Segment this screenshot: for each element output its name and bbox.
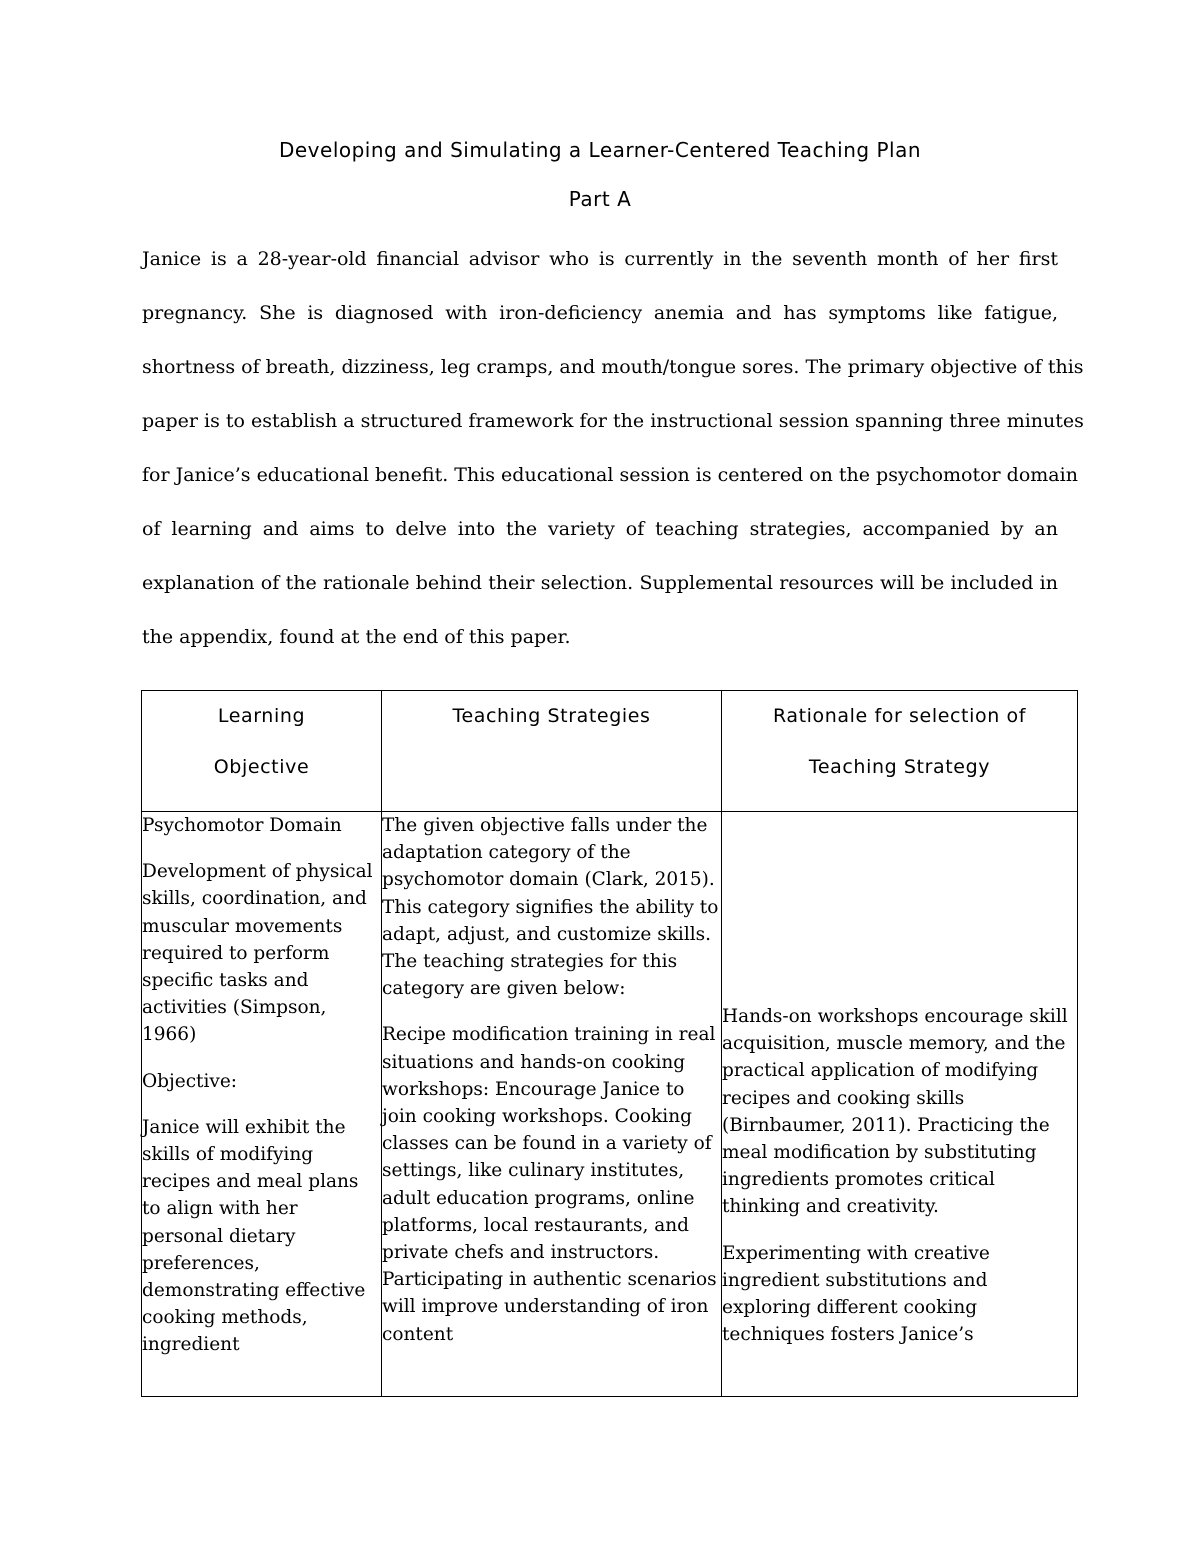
- document-title: Developing and Simulating a Learner-Centered Teaching Plan: [278, 138, 922, 162]
- intro-line: Janice is a 28-year-old financial advisor who is currently in the seventh month of her first: [142, 248, 1058, 270]
- strategies-detail: Recipe modification training in real situations and hands-on cooking workshops: Encourage Janice to join cooking workshops. Cooking classes can be found in a variety of settings, like culinary institutes, adult education programs, online platforms, local restaurants, and private chefs and instructors. Participating in authentic scenarios will improve understanding of iron content: [382, 1024, 717, 1345]
- strategies-intro: The given objective falls under the adaptation category of the psychomotor domain (Clark, 2015). This category signifies the ability to adapt, adjust, and customize skills. The teaching strategies for this category are given below:: [382, 815, 719, 1000]
- intro-paragraph: [142, 232, 1084, 664]
- cell-strategies: [382, 812, 722, 1397]
- document-subtitle: Part A: [568, 187, 632, 211]
- cell-objective: [142, 812, 382, 1397]
- objective-definition: Development of physical skills, coordination, and muscular movements required to perform specific tasks and activities (Simpson, 1966): [142, 861, 373, 1046]
- intro-line: the appendix, found at the end of this paper.: [142, 626, 571, 648]
- header-teaching-strategies: Teaching Strategies: [382, 691, 722, 812]
- intro-line: explanation of the rationale behind their selection. Supplemental resources will be included in: [142, 572, 1058, 594]
- table-header-row: [142, 691, 1078, 812]
- intro-line: for Janice’s educational benefit. This educational session is centered on the psychomotor domain: [142, 464, 1078, 486]
- teaching-plan-table: [141, 690, 1078, 1397]
- table-row: [142, 812, 1078, 1397]
- header-learning-objective: Learning Objective: [142, 691, 382, 812]
- objective-label: Objective:: [142, 1070, 238, 1092]
- rationale-workshops: Hands-on workshops encourage skill acquisition, muscle memory, and the practical application of modifying recipes and cooking skills (Birnbaumer, 2011). Practicing the meal modification by substituting ingredients promotes critical thinking and creativity.: [722, 1006, 1068, 1218]
- objective-domain: Psychomotor Domain: [142, 815, 342, 836]
- cell-rationale: [722, 812, 1078, 1397]
- intro-line: pregnancy. She is diagnosed with iron-deficiency anemia and has symptoms like fatigue,: [142, 302, 1058, 324]
- rationale-experimenting: Experimenting with creative ingredient substitutions and exploring different cooking techniques fosters Janice’s: [722, 1242, 990, 1346]
- objective-text: Janice will exhibit the skills of modifying recipes and meal plans to align with her personal dietary preferences, demonstrating effective cooking methods, ingredient: [142, 1116, 366, 1356]
- intro-line: paper is to establish a structured framework for the instructional session spanning three minutes: [142, 410, 1084, 432]
- header-rationale: Rationale for selection of Teaching Strategy: [722, 691, 1078, 812]
- intro-line: of learning and aims to delve into the variety of teaching strategies, accompanied by an: [142, 518, 1058, 540]
- intro-line: shortness of breath, dizziness, leg cramps, and mouth/tongue sores. The primary objective of this: [142, 356, 1084, 378]
